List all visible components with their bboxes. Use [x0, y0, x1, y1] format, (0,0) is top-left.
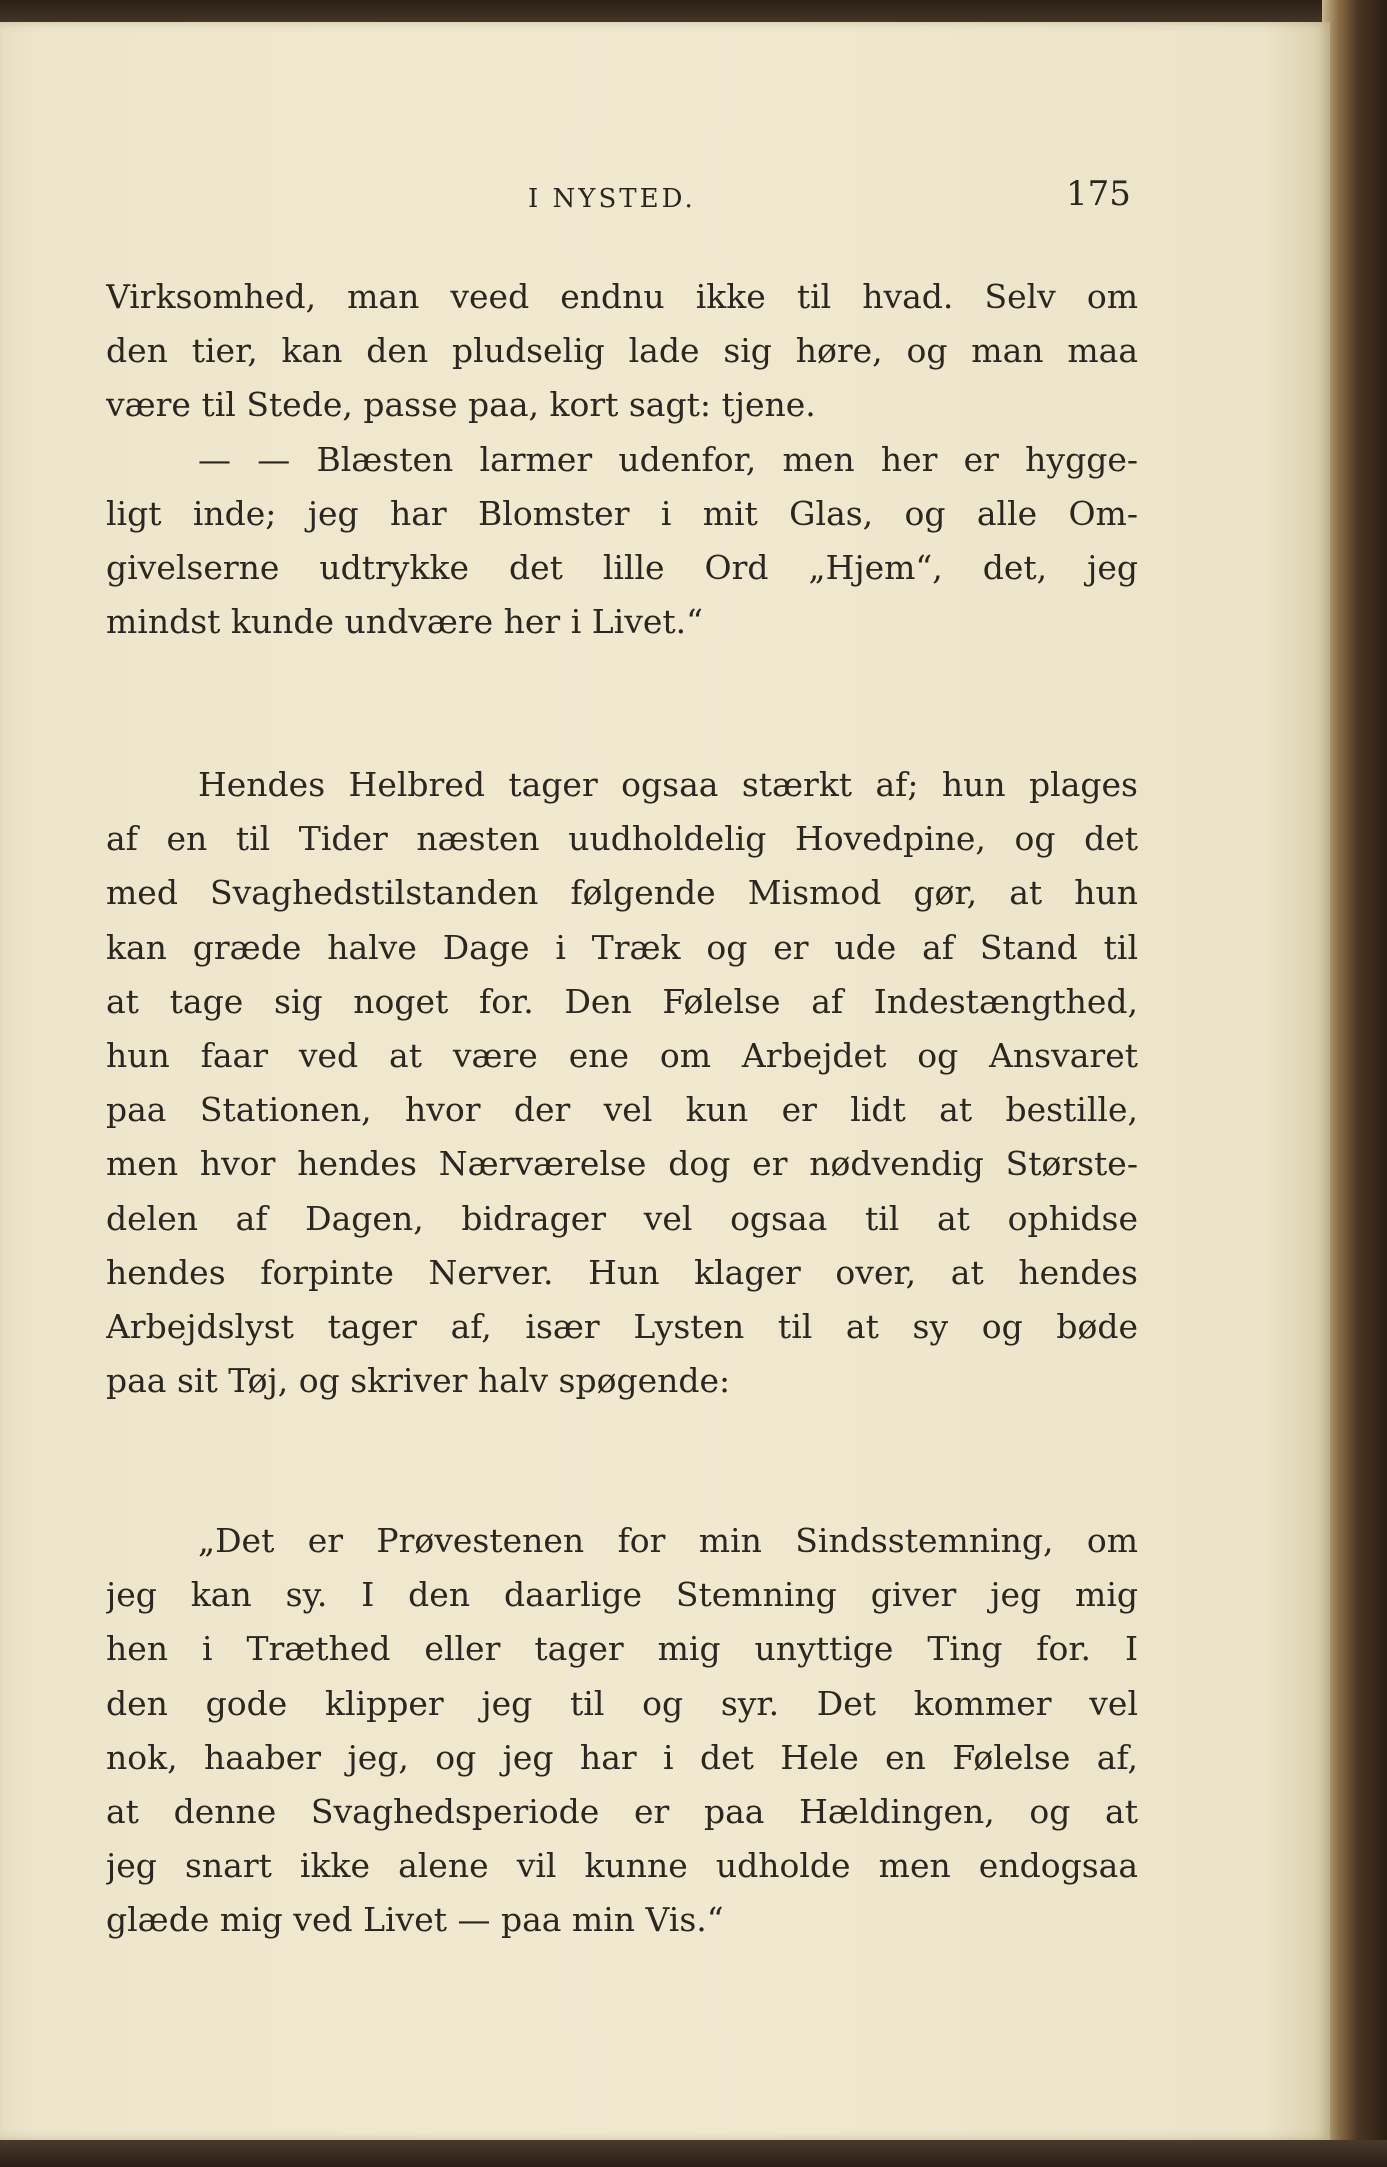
text-line: ligt inde; jeg har Blomster i mit Glas, og alle Om- — [106, 493, 1138, 533]
text-line: Arbejdslyst tager af, især Lysten til at sy og bøde — [106, 1307, 1138, 1347]
text-line: nok, haaber jeg, og jeg har i det Hele en Følelse af, — [106, 1737, 1138, 1777]
book-page — [0, 22, 1330, 2140]
text-line: at tage sig noget for. Den Følelse af Indestængthed, — [106, 981, 1138, 1021]
text-line: hen i Træthed eller tager mig unyttige Ting for. I — [106, 1629, 1138, 1669]
text-line: jeg kan sy. I den daarlige Stemning giver jeg mig — [106, 1575, 1138, 1615]
text-line: „Det er Prøvestenen for min Sindsstemning, om — [198, 1521, 1138, 1560]
paragraph-3 — [106, 1514, 1138, 1948]
page-header — [0, 160, 1330, 220]
text-line: af en til Tider næsten uudholdelig Hovedpine, og det — [106, 819, 1138, 859]
text-line: glæde mig ved Livet — paa min Vis.“ — [106, 1900, 724, 1940]
text-line: paa Stationen, hvor der vel kun er lidt at bestille, — [106, 1090, 1138, 1130]
text-line: den tier, kan den pludselig lade sig høre, og man maa — [106, 331, 1138, 371]
paragraph-2 — [106, 758, 1138, 1408]
text-line: kan græde halve Dage i Træk og er ude af Stand til — [106, 927, 1138, 967]
text-line: Hendes Helbred tager ogsaa stærkt af; hun plages — [198, 765, 1138, 804]
text-line: men hvor hendes Nærværelse dog er nødvendig Største- — [106, 1144, 1138, 1184]
page-number: 175 — [1066, 174, 1131, 214]
book-binding-edge — [1322, 0, 1387, 2167]
text-line: mindst kunde undvære her i Livet.“ — [106, 602, 703, 642]
text-line: paa sit Tøj, og skriver halv spøgende: — [106, 1361, 731, 1401]
text-line: Virksomhed, man veed endnu ikke til hvad. Selv om — [106, 277, 1138, 316]
text-line: med Svaghedstilstanden følgende Mismod gør, at hun — [106, 873, 1138, 913]
book-bottom-edge — [0, 2140, 1387, 2167]
paragraph-1 — [106, 270, 1138, 649]
text-line: delen af Dagen, bidrager vel ogsaa til at ophidse — [106, 1198, 1138, 1238]
text-line: være til Stede, passe paa, kort sagt: tjene. — [106, 385, 816, 425]
text-line: at denne Svaghedsperiode er paa Hældingen, og at — [106, 1792, 1138, 1832]
text-line: jeg snart ikke alene vil kunne udholde men endogsaa — [106, 1846, 1138, 1886]
text-line: hun faar ved at være ene om Arbejdet og Ansvaret — [106, 1036, 1138, 1076]
running-head: I NYSTED. — [528, 184, 696, 214]
text-line: hendes forpinte Nerver. Hun klager over, at hendes — [106, 1252, 1138, 1292]
text-line: — — Blæsten larmer udenfor, men her er hygge- — [198, 439, 1138, 479]
text-line: givelserne udtrykke det lille Ord „Hjem“, det, jeg — [106, 548, 1138, 588]
text-line: den gode klipper jeg til og syr. Det kommer vel — [106, 1683, 1138, 1723]
